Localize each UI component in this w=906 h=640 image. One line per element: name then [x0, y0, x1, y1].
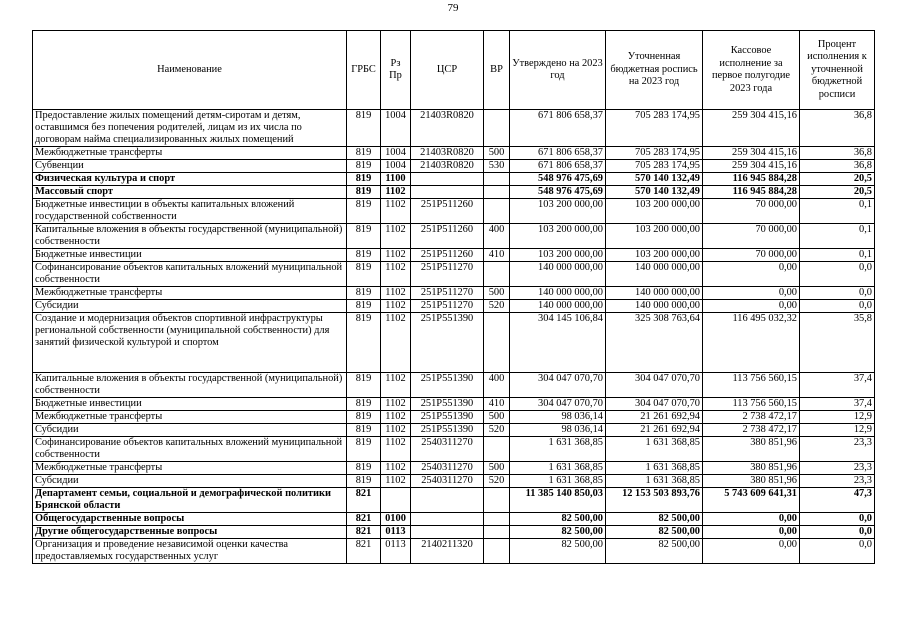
page-number: 79 [447, 2, 459, 14]
cell-refined: 304 047 070,70 [606, 373, 703, 398]
cell-refined: 705 283 174,95 [606, 110, 703, 147]
cell-approved: 304 047 070,70 [510, 398, 606, 411]
cell-name: Создание и модернизация объектов спортивной инфраструктуры региональной собственности (муниципальной собственности) для занятий физической культурой и спортом [33, 313, 347, 373]
cell-percent: 36,8 [800, 110, 875, 147]
cell-grbs: 819 [347, 147, 381, 160]
cell-cash: 259 304 415,16 [703, 160, 800, 173]
cell-rzpr: 0113 [381, 539, 411, 564]
header-cash: Кассовое исполнение за первое полугодие 2023 года [703, 31, 800, 110]
cell-vr: 530 [484, 160, 510, 173]
cell-name: Софинансирование объектов капитальных вложений муниципальной собственности [33, 437, 347, 462]
cell-approved: 103 200 000,00 [510, 224, 606, 249]
cell-rzpr: 1102 [381, 224, 411, 249]
table-row [33, 462, 875, 475]
cell-name: Общегосударственные вопросы [33, 513, 347, 526]
cell-name: Субсидии [33, 424, 347, 437]
cell-vr [484, 110, 510, 147]
cell-rzpr: 1102 [381, 262, 411, 287]
cell-grbs: 819 [347, 224, 381, 249]
cell-csr [411, 526, 484, 539]
cell-cash: 5 743 609 641,31 [703, 488, 800, 513]
cell-rzpr: 1102 [381, 475, 411, 488]
cell-cash: 116 945 884,28 [703, 186, 800, 199]
cell-percent: 20,5 [800, 186, 875, 199]
cell-vr [484, 539, 510, 564]
cell-refined: 82 500,00 [606, 539, 703, 564]
cell-refined: 103 200 000,00 [606, 199, 703, 224]
cell-approved: 103 200 000,00 [510, 249, 606, 262]
cell-refined: 1 631 368,85 [606, 462, 703, 475]
cell-grbs: 819 [347, 462, 381, 475]
cell-rzpr: 0113 [381, 526, 411, 539]
cell-approved: 103 200 000,00 [510, 199, 606, 224]
cell-cash: 70 000,00 [703, 249, 800, 262]
budget-table [32, 30, 875, 564]
cell-vr: 410 [484, 398, 510, 411]
cell-vr [484, 186, 510, 199]
table-row [33, 539, 875, 564]
cell-approved: 1 631 368,85 [510, 462, 606, 475]
cell-grbs: 819 [347, 160, 381, 173]
cell-rzpr: 1102 [381, 373, 411, 398]
cell-rzpr: 1102 [381, 186, 411, 199]
cell-rzpr: 1102 [381, 287, 411, 300]
table-row [33, 287, 875, 300]
table-row [33, 249, 875, 262]
cell-grbs: 819 [347, 475, 381, 488]
cell-rzpr: 1102 [381, 249, 411, 262]
cell-rzpr: 1102 [381, 424, 411, 437]
cell-grbs: 821 [347, 526, 381, 539]
cell-approved: 98 036,14 [510, 411, 606, 424]
cell-name: Бюджетные инвестиции [33, 398, 347, 411]
cell-approved: 304 145 106,84 [510, 313, 606, 373]
cell-vr [484, 488, 510, 513]
cell-grbs: 819 [347, 110, 381, 147]
cell-vr: 400 [484, 224, 510, 249]
cell-csr: 251P511260 [411, 199, 484, 224]
cell-grbs: 819 [347, 437, 381, 462]
cell-cash: 0,00 [703, 513, 800, 526]
cell-approved: 82 500,00 [510, 526, 606, 539]
cell-vr [484, 313, 510, 373]
cell-percent: 20,5 [800, 173, 875, 186]
cell-percent: 23,3 [800, 462, 875, 475]
cell-vr [484, 262, 510, 287]
cell-percent: 36,8 [800, 160, 875, 173]
cell-percent: 35,8 [800, 313, 875, 373]
table-row [33, 147, 875, 160]
cell-refined: 140 000 000,00 [606, 262, 703, 287]
cell-percent: 0,0 [800, 513, 875, 526]
cell-name: Межбюджетные трансферты [33, 147, 347, 160]
cell-csr: 251P551390 [411, 313, 484, 373]
cell-grbs: 821 [347, 513, 381, 526]
cell-grbs: 819 [347, 398, 381, 411]
cell-csr: 251P511270 [411, 300, 484, 313]
cell-rzpr: 1004 [381, 110, 411, 147]
cell-csr [411, 173, 484, 186]
cell-percent: 0,1 [800, 249, 875, 262]
cell-approved: 671 806 658,37 [510, 160, 606, 173]
cell-approved: 671 806 658,37 [510, 147, 606, 160]
cell-percent: 23,3 [800, 475, 875, 488]
cell-name: Физическая культура и спорт [33, 173, 347, 186]
cell-approved: 140 000 000,00 [510, 262, 606, 287]
cell-name: Субсидии [33, 475, 347, 488]
cell-refined: 21 261 692,94 [606, 411, 703, 424]
table-row [33, 424, 875, 437]
cell-rzpr: 1004 [381, 160, 411, 173]
cell-grbs: 821 [347, 488, 381, 513]
table-row [33, 398, 875, 411]
cell-refined: 705 283 174,95 [606, 147, 703, 160]
table-row [33, 526, 875, 539]
cell-name: Софинансирование объектов капитальных вложений муниципальной собственности [33, 262, 347, 287]
cell-name: Капитальные вложения в объекты государственной (муниципальной) собственности [33, 224, 347, 249]
cell-name: Межбюджетные трансферты [33, 462, 347, 475]
cell-approved: 82 500,00 [510, 513, 606, 526]
cell-percent: 0,0 [800, 300, 875, 313]
cell-approved: 98 036,14 [510, 424, 606, 437]
cell-cash: 2 738 472,17 [703, 424, 800, 437]
cell-cash: 0,00 [703, 526, 800, 539]
table-row [33, 373, 875, 398]
cell-rzpr: 1102 [381, 300, 411, 313]
cell-grbs: 819 [347, 313, 381, 373]
cell-cash: 0,00 [703, 300, 800, 313]
cell-refined: 12 153 503 893,76 [606, 488, 703, 513]
cell-grbs: 819 [347, 300, 381, 313]
cell-percent: 0,1 [800, 199, 875, 224]
cell-csr: 251P551390 [411, 398, 484, 411]
cell-percent: 23,3 [800, 437, 875, 462]
cell-csr: 251P511260 [411, 224, 484, 249]
cell-csr: 251P551390 [411, 411, 484, 424]
cell-cash: 2 738 472,17 [703, 411, 800, 424]
cell-name: Массовый спорт [33, 186, 347, 199]
cell-rzpr: 1102 [381, 199, 411, 224]
cell-grbs: 821 [347, 539, 381, 564]
cell-vr [484, 199, 510, 224]
cell-vr: 400 [484, 373, 510, 398]
cell-cash: 70 000,00 [703, 199, 800, 224]
cell-name: Субвенции [33, 160, 347, 173]
cell-percent: 0,0 [800, 526, 875, 539]
cell-percent: 0,0 [800, 287, 875, 300]
cell-name: Бюджетные инвестиции в объекты капитальных вложений государственной собственности [33, 199, 347, 224]
cell-refined: 705 283 174,95 [606, 160, 703, 173]
cell-csr [411, 186, 484, 199]
cell-approved: 11 385 140 850,03 [510, 488, 606, 513]
header-vr: ВР [484, 31, 510, 110]
cell-approved: 140 000 000,00 [510, 300, 606, 313]
header-rzpr: Рз Пр [381, 31, 411, 110]
cell-percent: 0,0 [800, 262, 875, 287]
cell-csr: 251P511260 [411, 249, 484, 262]
cell-name: Другие общегосударственные вопросы [33, 526, 347, 539]
cell-rzpr: 1102 [381, 398, 411, 411]
cell-refined: 21 261 692,94 [606, 424, 703, 437]
table-row [33, 411, 875, 424]
cell-csr: 2540311270 [411, 475, 484, 488]
cell-refined: 82 500,00 [606, 526, 703, 539]
cell-vr [484, 173, 510, 186]
cell-approved: 1 631 368,85 [510, 475, 606, 488]
cell-vr: 520 [484, 475, 510, 488]
cell-percent: 12,9 [800, 411, 875, 424]
cell-percent: 36,8 [800, 147, 875, 160]
cell-cash: 113 756 560,15 [703, 398, 800, 411]
header-refined: Уточненная бюджетная роспись на 2023 год [606, 31, 703, 110]
cell-grbs: 819 [347, 262, 381, 287]
cell-percent: 37,4 [800, 373, 875, 398]
cell-grbs: 819 [347, 249, 381, 262]
cell-refined: 140 000 000,00 [606, 287, 703, 300]
cell-approved: 548 976 475,69 [510, 173, 606, 186]
cell-cash: 0,00 [703, 287, 800, 300]
cell-name: Департамент семьи, социальной и демографической политики Брянской области [33, 488, 347, 513]
cell-approved: 140 000 000,00 [510, 287, 606, 300]
cell-grbs: 819 [347, 173, 381, 186]
cell-name: Субсидии [33, 300, 347, 313]
cell-rzpr: 1102 [381, 313, 411, 373]
cell-refined: 325 308 763,64 [606, 313, 703, 373]
cell-csr: 251P551390 [411, 373, 484, 398]
table-row [33, 186, 875, 199]
cell-refined: 103 200 000,00 [606, 249, 703, 262]
cell-cash: 0,00 [703, 539, 800, 564]
cell-csr: 21403R0820 [411, 160, 484, 173]
cell-percent: 0,0 [800, 539, 875, 564]
table-row [33, 110, 875, 147]
cell-rzpr: 1102 [381, 437, 411, 462]
cell-csr: 2140211320 [411, 539, 484, 564]
table-row [33, 160, 875, 173]
cell-rzpr [381, 488, 411, 513]
table-row [33, 488, 875, 513]
cell-name: Межбюджетные трансферты [33, 287, 347, 300]
cell-grbs: 819 [347, 424, 381, 437]
table-row [33, 173, 875, 186]
cell-percent: 0,1 [800, 224, 875, 249]
cell-name: Бюджетные инвестиции [33, 249, 347, 262]
header-name: Наименование [33, 31, 347, 110]
cell-rzpr: 1004 [381, 147, 411, 160]
cell-approved: 1 631 368,85 [510, 437, 606, 462]
cell-percent: 12,9 [800, 424, 875, 437]
cell-vr [484, 526, 510, 539]
cell-name: Межбюджетные трансферты [33, 411, 347, 424]
cell-cash: 0,00 [703, 262, 800, 287]
cell-refined: 1 631 368,85 [606, 475, 703, 488]
table-row [33, 199, 875, 224]
cell-csr: 251P511270 [411, 262, 484, 287]
cell-csr: 21403R0820 [411, 110, 484, 147]
cell-csr [411, 513, 484, 526]
cell-cash: 116 945 884,28 [703, 173, 800, 186]
table-row [33, 437, 875, 462]
cell-grbs: 819 [347, 287, 381, 300]
cell-name: Предоставление жилых помещений детям-сиротам и детям, оставшимся без попечения родителей, лицам из их числа по договорам найма специализированных жилых помещений [33, 110, 347, 147]
cell-percent: 37,4 [800, 398, 875, 411]
cell-vr: 500 [484, 462, 510, 475]
header-csr: ЦСР [411, 31, 484, 110]
cell-cash: 380 851,96 [703, 475, 800, 488]
cell-vr: 500 [484, 287, 510, 300]
table-row [33, 300, 875, 313]
header-grbs: ГРБС [347, 31, 381, 110]
cell-vr [484, 437, 510, 462]
table-row [33, 224, 875, 249]
cell-csr: 21403R0820 [411, 147, 484, 160]
cell-approved: 82 500,00 [510, 539, 606, 564]
cell-percent: 47,3 [800, 488, 875, 513]
cell-cash: 380 851,96 [703, 462, 800, 475]
cell-rzpr: 0100 [381, 513, 411, 526]
cell-cash: 259 304 415,16 [703, 110, 800, 147]
cell-refined: 304 047 070,70 [606, 398, 703, 411]
cell-cash: 259 304 415,16 [703, 147, 800, 160]
cell-csr: 251P511270 [411, 287, 484, 300]
cell-refined: 570 140 132,49 [606, 173, 703, 186]
cell-vr: 500 [484, 411, 510, 424]
header-approved: Утверждено на 2023 год [510, 31, 606, 110]
cell-refined: 103 200 000,00 [606, 224, 703, 249]
cell-grbs: 819 [347, 199, 381, 224]
cell-csr [411, 488, 484, 513]
table-row [33, 262, 875, 287]
cell-refined: 570 140 132,49 [606, 186, 703, 199]
cell-csr: 2540311270 [411, 462, 484, 475]
cell-cash: 116 495 032,32 [703, 313, 800, 373]
header-percent: Процент исполнения к уточненной бюджетной росписи [800, 31, 875, 110]
table-row [33, 475, 875, 488]
cell-refined: 1 631 368,85 [606, 437, 703, 462]
cell-vr: 500 [484, 147, 510, 160]
cell-vr: 520 [484, 424, 510, 437]
cell-refined: 82 500,00 [606, 513, 703, 526]
table-row [33, 513, 875, 526]
cell-rzpr: 1102 [381, 411, 411, 424]
cell-cash: 113 756 560,15 [703, 373, 800, 398]
cell-grbs: 819 [347, 411, 381, 424]
table-row [33, 313, 875, 373]
cell-rzpr: 1102 [381, 462, 411, 475]
cell-approved: 304 047 070,70 [510, 373, 606, 398]
cell-approved: 671 806 658,37 [510, 110, 606, 147]
cell-grbs: 819 [347, 186, 381, 199]
cell-name: Организация и проведение независимой оценки качества предоставляемых государственных услуг [33, 539, 347, 564]
cell-cash: 70 000,00 [703, 224, 800, 249]
cell-vr: 410 [484, 249, 510, 262]
table-header-row [33, 31, 875, 110]
cell-cash: 380 851,96 [703, 437, 800, 462]
cell-csr: 251P551390 [411, 424, 484, 437]
cell-vr [484, 513, 510, 526]
cell-grbs: 819 [347, 373, 381, 398]
cell-name: Капитальные вложения в объекты государственной (муниципальной) собственности [33, 373, 347, 398]
cell-refined: 140 000 000,00 [606, 300, 703, 313]
cell-csr: 2540311270 [411, 437, 484, 462]
cell-approved: 548 976 475,69 [510, 186, 606, 199]
cell-rzpr: 1100 [381, 173, 411, 186]
cell-vr: 520 [484, 300, 510, 313]
